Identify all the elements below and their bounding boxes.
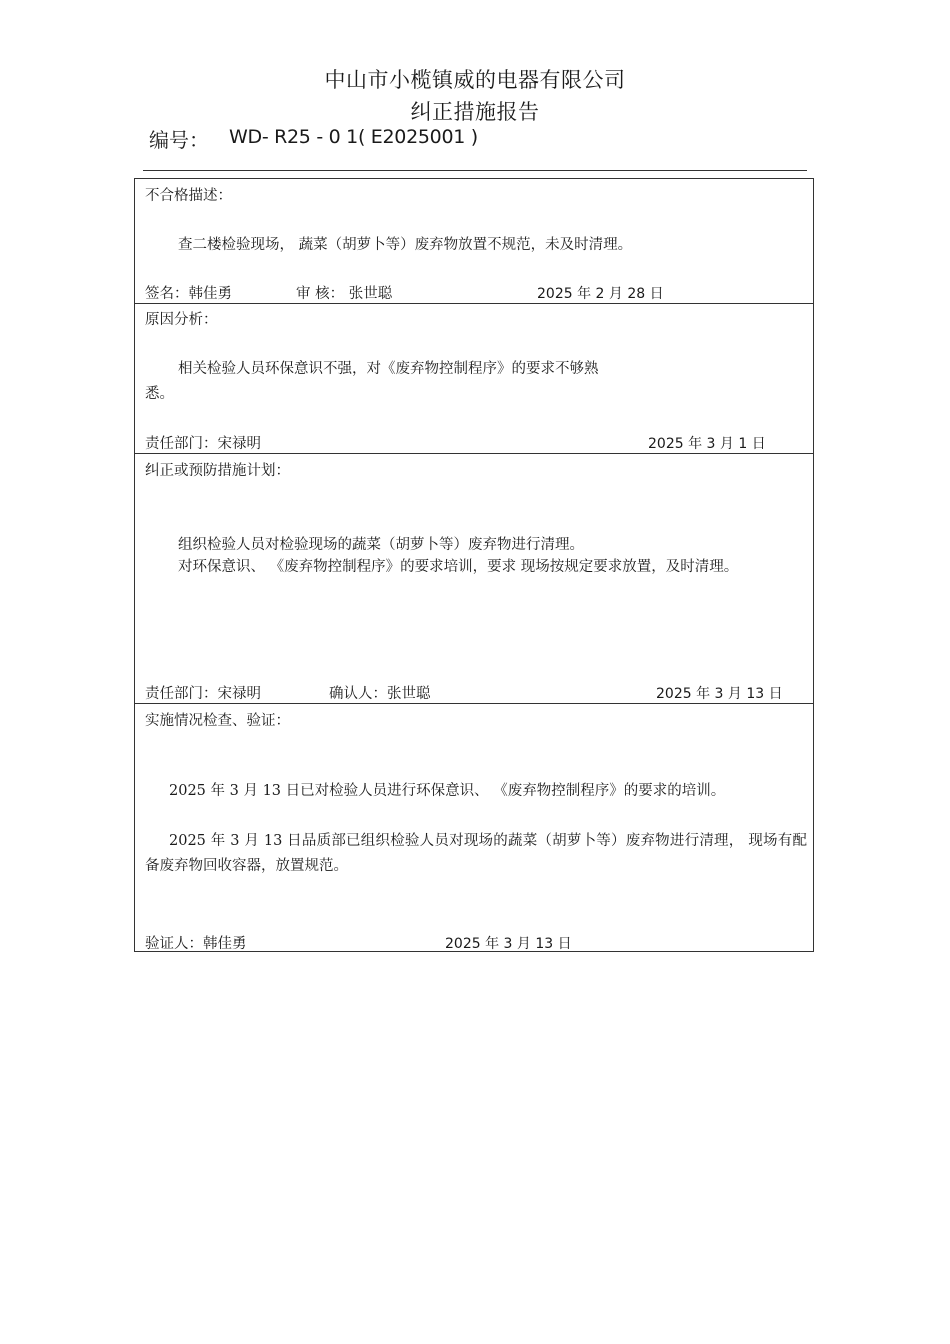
nonconformity-content: 查二楼检验现场， 蔬菜（胡萝卜等）废弃物放置不规范，未及时清理。 — [178, 237, 633, 253]
verification-line2: 2025 年 3 月 13 日品质部已组织检验人员对现场的蔬菜（胡萝卜等）废弃物进行清理， 现场有配备废弃物回收容器，放置规范。 — [145, 833, 807, 874]
nonconformity-signer: 签名：韩佳勇 — [145, 286, 232, 302]
plan-confirmer: 确认人：张世聪 — [329, 686, 431, 702]
section-divider — [135, 303, 813, 304]
company-name: 中山市小榄镇威的电器有限公司 — [324, 68, 626, 92]
plan-line2: 对环保意识、 《废弃物控制程序》的要求培训，要求 现场按规定要求放置，及时清理。 — [178, 559, 739, 575]
report-title: 纠正措施报告 — [410, 100, 540, 124]
cause-heading: 原因分析： — [145, 312, 218, 328]
nonconformity-heading: 不合格描述： — [145, 188, 232, 204]
verification-line1: 2025 年 3 月 13 日已对检验人员进行环保意识、 《废弃物控制程序》的要求的培训。 — [169, 783, 726, 799]
verification-heading: 实施情况检查、验证： — [145, 713, 290, 729]
doc-number-value: WD- R25 - 0 1( E2025001 ) — [229, 126, 478, 148]
cause-date: 2025 年 3 月 1 日 — [648, 436, 766, 452]
cause-content-line2: 悉。 — [145, 386, 174, 402]
nonconformity-reviewer: 审 核： 张世聪 — [296, 286, 393, 302]
verification-date: 2025 年 3 月 13 日 — [445, 936, 572, 952]
plan-department: 责任部门：宋禄明 — [145, 686, 261, 702]
header-rule — [143, 170, 807, 171]
nonconformity-date: 2025 年 2 月 28 日 — [537, 286, 664, 302]
plan-line1: 组织检验人员对检验现场的蔬菜（胡萝卜等）废弃物进行清理。 — [178, 537, 584, 553]
section-divider — [135, 703, 813, 704]
cause-content-line1: 相关检验人员环保意识不强，对《废弃物控制程序》的要求不够熟 — [178, 361, 599, 377]
plan-heading: 纠正或预防措施计划： — [145, 463, 290, 479]
verification-verifier: 验证人：韩佳勇 — [145, 936, 247, 952]
section-divider — [135, 453, 813, 454]
report-table — [134, 178, 814, 952]
plan-date: 2025 年 3 月 13 日 — [656, 686, 783, 702]
cause-department: 责任部门：宋禄明 — [145, 436, 261, 452]
doc-number-label: 编号： — [149, 128, 209, 152]
